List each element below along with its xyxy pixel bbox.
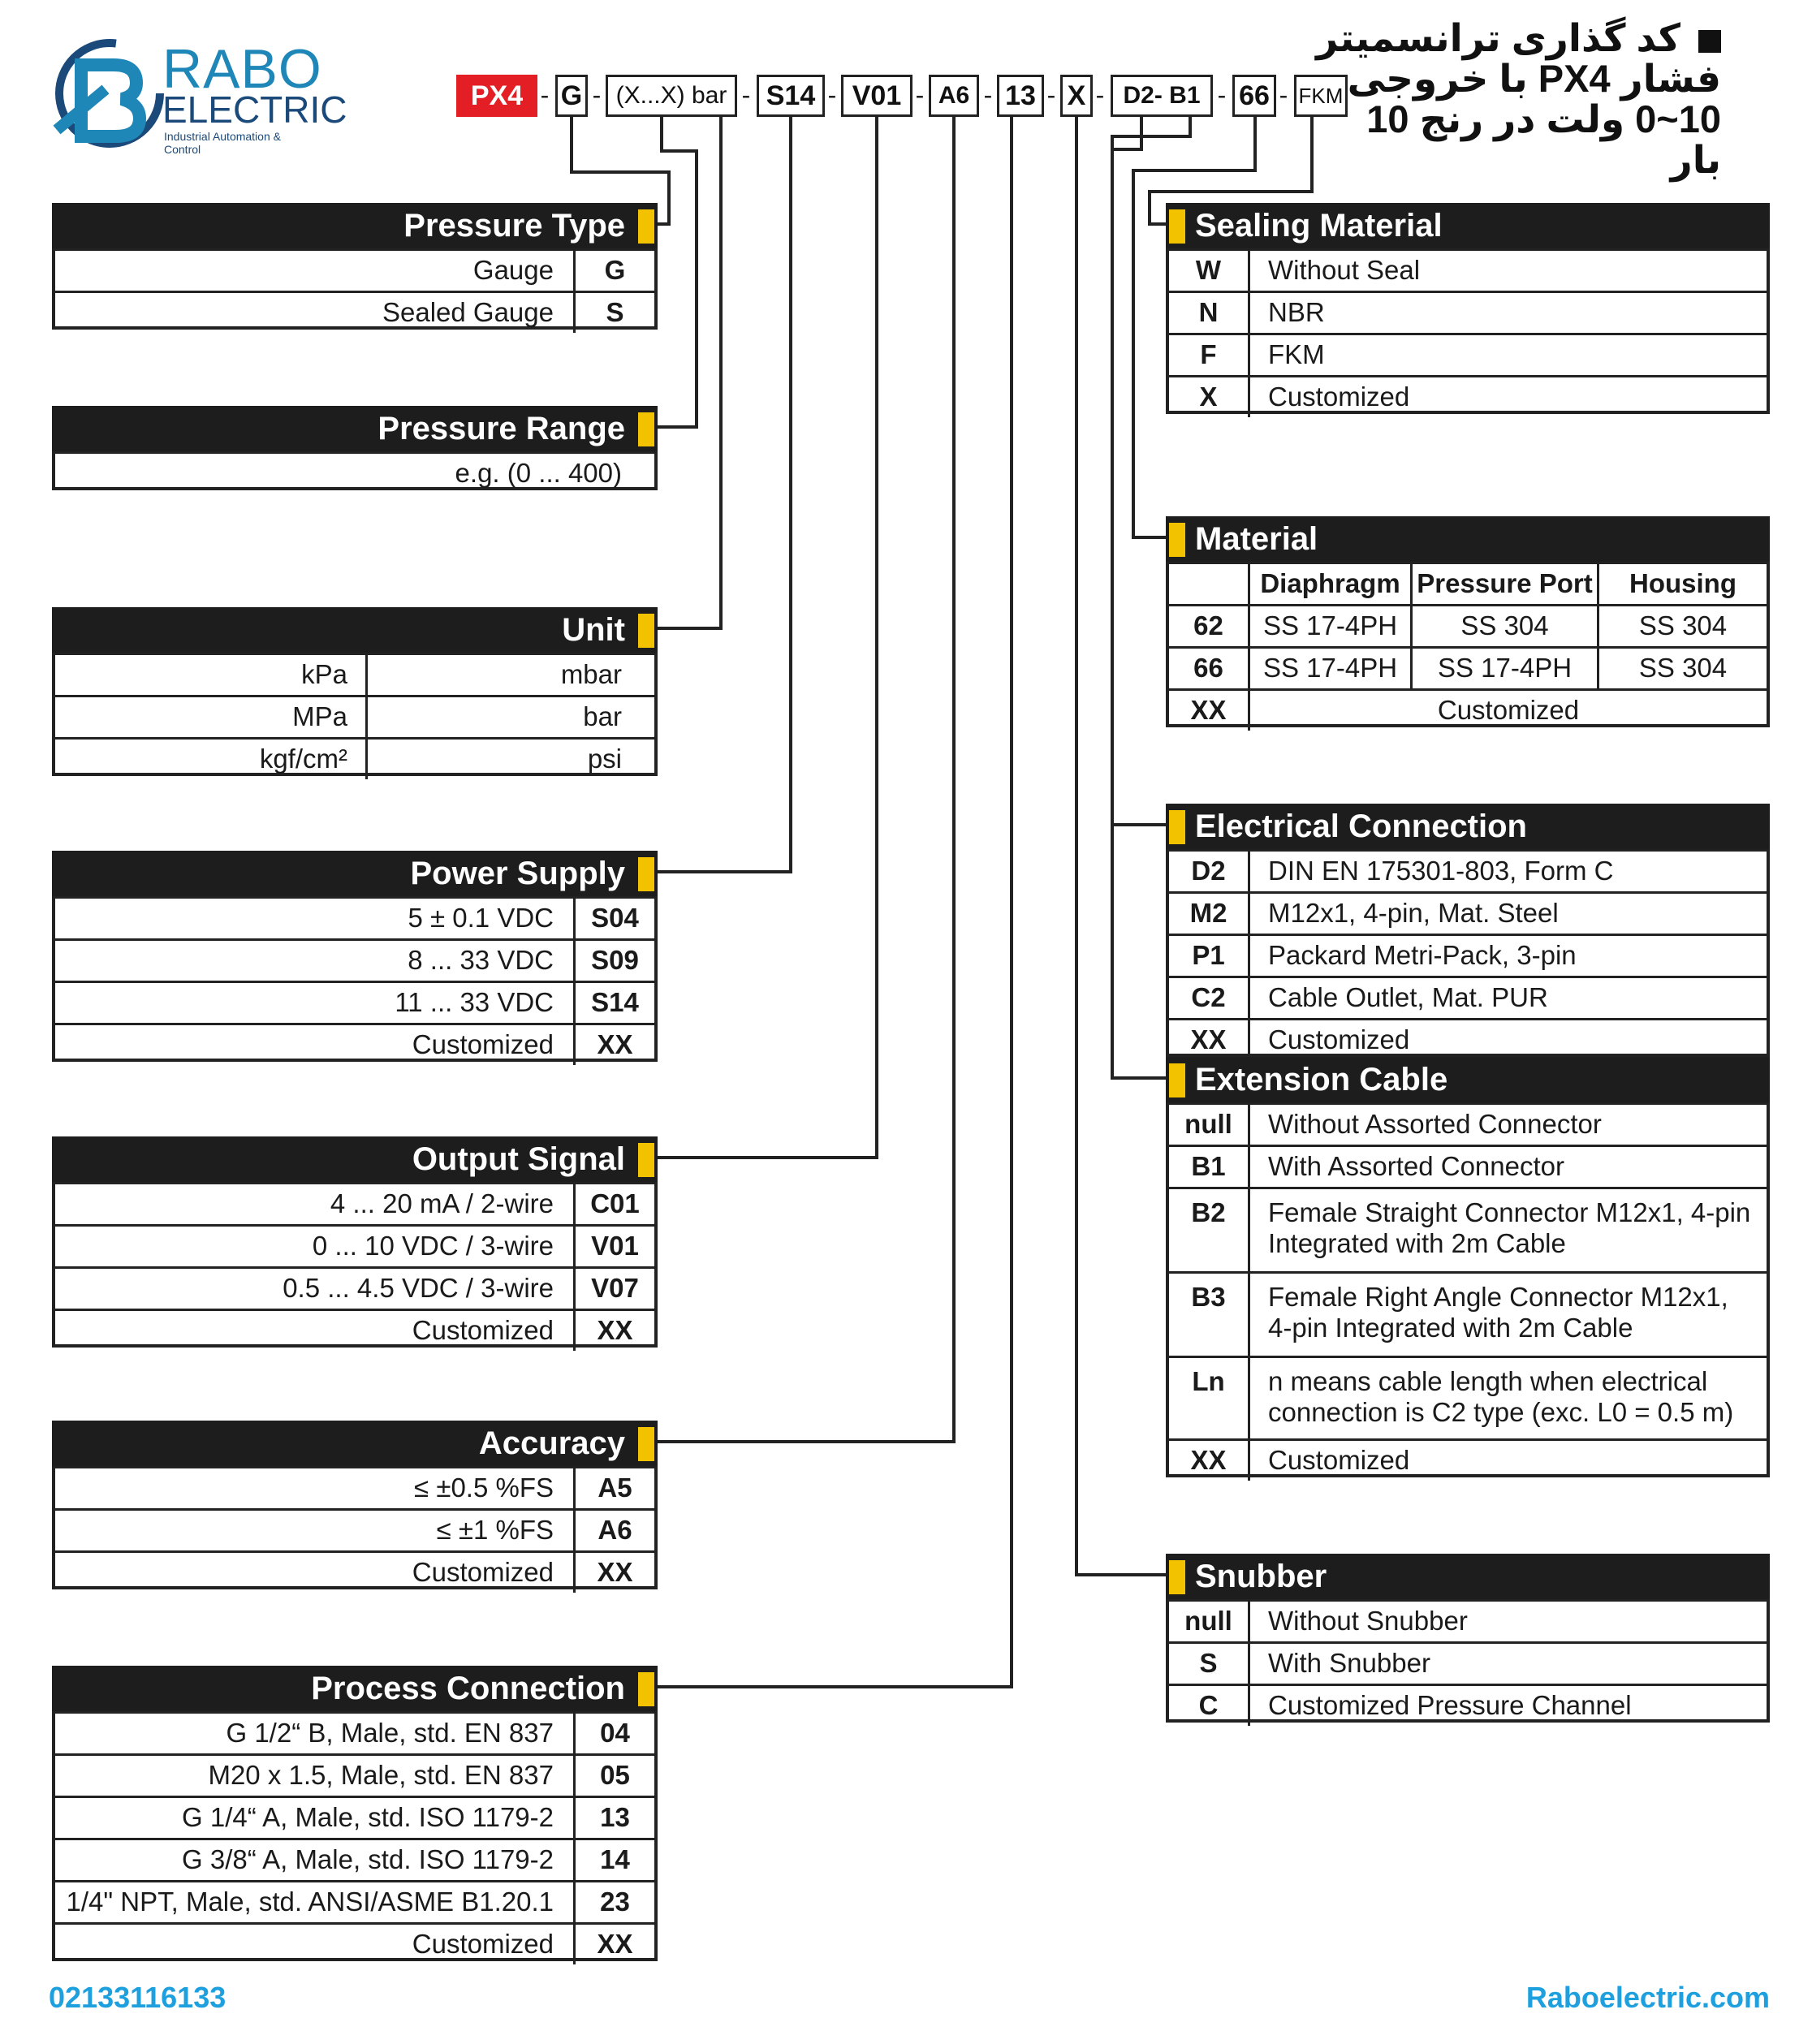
code-dash: - (741, 80, 751, 110)
table-header (1166, 516, 1770, 562)
footer-phone[interactable]: 02133116133 (49, 1981, 226, 2014)
table-header (52, 1421, 658, 1466)
table-row (1169, 1145, 1767, 1187)
code-g: G (555, 75, 588, 117)
row-desc: G 1/2“ B, Male, std. EN 837 (226, 1718, 554, 1748)
row-housing: SS 304 (1638, 610, 1728, 640)
row-desc: G 1/4“ A, Male, std. ISO 1179-2 (182, 1802, 554, 1832)
table-row (1169, 1684, 1767, 1726)
code-x: X (1060, 75, 1093, 117)
row-desc: Customized (1268, 382, 1410, 412)
row-code: null (1169, 1602, 1250, 1641)
row-desc (1250, 1358, 1767, 1440)
row-desc-line-1: Female Right Angle Connector M12x1, (1268, 1282, 1728, 1312)
code-dash: - (915, 80, 925, 110)
row-code: B3 (1169, 1274, 1250, 1356)
row-desc: e.g. (0 ... 400) (455, 458, 622, 488)
yellow-marker-icon (1169, 523, 1185, 557)
row-code: V07 (573, 1269, 654, 1309)
row-code: S14 (573, 983, 654, 1023)
table-row (55, 1466, 654, 1508)
row-code: 66 (1169, 649, 1250, 688)
table-unit (52, 607, 658, 776)
row-code: A5 (573, 1468, 654, 1508)
table-row (1169, 604, 1767, 646)
title-line-3: 10~0 ولت در رنج 10 (1366, 97, 1721, 140)
unit-left: kgf/cm² (55, 740, 368, 779)
row-desc: 4 ... 20 mA / 2-wire (330, 1188, 554, 1218)
row-desc: M20 x 1.5, Male, std. EN 837 (208, 1760, 554, 1790)
table-row (55, 896, 654, 938)
row-code: X (1169, 377, 1250, 417)
table-title: Process Connection (311, 1671, 625, 1706)
unit-left: kPa (55, 655, 368, 695)
header-pressure-port: Pressure Port (1413, 564, 1599, 604)
connector-electrical (1112, 117, 1166, 825)
table-row (55, 1711, 654, 1753)
row-desc-line-2: 4-pin Integrated with 2m Cable (1268, 1313, 1633, 1343)
row-housing: SS 304 (1638, 653, 1728, 683)
table-row (55, 1224, 654, 1266)
header-empty (1169, 564, 1250, 604)
table-row (55, 291, 654, 333)
row-code: XX (573, 1553, 654, 1593)
table-row (55, 1023, 654, 1065)
row-code: S09 (573, 941, 654, 981)
row-code: XX (573, 1311, 654, 1351)
row-code: B1 (1169, 1147, 1250, 1187)
table-row (1169, 1102, 1767, 1145)
table-row (1169, 333, 1767, 375)
table-row (1169, 849, 1767, 891)
table-row (1169, 976, 1767, 1018)
table-row (55, 1922, 654, 1964)
row-desc: Customized (1268, 1024, 1410, 1054)
table-row (1169, 1599, 1767, 1641)
table-power-supply (52, 851, 658, 1062)
row-code: S (573, 293, 654, 333)
row-desc: Customized (412, 1029, 554, 1059)
row-desc: G 3/8“ A, Male, std. ISO 1179-2 (182, 1844, 554, 1874)
row-code: XX (573, 1925, 654, 1964)
code-dash: - (540, 80, 550, 110)
row-desc: 5 ± 0.1 VDC (408, 903, 554, 933)
row-code: S04 (573, 899, 654, 938)
row-desc: 0 ... 10 VDC / 3-wire (312, 1231, 554, 1261)
logo-tagline: Industrial Automation & Control (164, 130, 281, 156)
table-row (1169, 1018, 1767, 1060)
table-title: Power Supply (410, 856, 625, 891)
row-code: N (1169, 293, 1250, 333)
connector-output-signal (658, 117, 877, 1158)
row-code: XX (1169, 1441, 1250, 1481)
code-s14: S14 (757, 75, 825, 117)
row-desc-line-1: Female Straight Connector M12x1, 4-pin (1268, 1197, 1751, 1227)
code-dash: - (1217, 80, 1227, 110)
code-px4: PX4 (456, 75, 537, 117)
row-desc: ≤ ±1 %FS (436, 1515, 554, 1545)
table-header (52, 203, 658, 248)
table-row (1169, 688, 1767, 731)
table-title: Extension Cable (1195, 1062, 1448, 1097)
row-code: XX (573, 1025, 654, 1065)
row-code: F (1169, 335, 1250, 375)
table-header (52, 1666, 658, 1711)
table-header (1166, 203, 1770, 248)
table-title: Material (1195, 521, 1318, 557)
row-code: M2 (1169, 894, 1250, 934)
connector-pressure-range (658, 117, 697, 427)
table-row (1169, 646, 1767, 688)
table-row (55, 1182, 654, 1224)
code-v01: V01 (841, 75, 912, 117)
table-row (1169, 1271, 1767, 1356)
row-code: G (573, 251, 654, 291)
table-header (52, 851, 658, 896)
row-desc: Sealed Gauge (382, 297, 554, 327)
code-dash: - (827, 80, 837, 110)
table-output-signal (52, 1136, 658, 1348)
row-code: Ln (1169, 1358, 1250, 1440)
row-desc: NBR (1268, 297, 1325, 327)
table-title: Accuracy (478, 1425, 625, 1461)
table-row (55, 1753, 654, 1796)
table-header (52, 607, 658, 653)
code-a6: A6 (929, 75, 979, 117)
logo-mark-icon (49, 32, 170, 154)
row-desc: FKM (1268, 339, 1325, 369)
connector-accuracy (658, 117, 954, 1442)
footer-website-link[interactable]: Raboelectric.com (1525, 1981, 1770, 2014)
row-desc: With Assorted Connector (1268, 1151, 1564, 1181)
table-row (55, 938, 654, 981)
row-code: null (1169, 1105, 1250, 1145)
row-diaphragm: SS 17-4PH (1250, 606, 1413, 646)
row-desc: Customized (1268, 1445, 1410, 1475)
table-header (1166, 804, 1770, 849)
row-code: C01 (573, 1184, 654, 1224)
yellow-marker-icon (1169, 1560, 1185, 1594)
row-code: A6 (573, 1511, 654, 1550)
row-code: XX (1169, 1020, 1250, 1060)
row-desc: Without Snubber (1268, 1606, 1468, 1636)
table-row (55, 737, 654, 779)
connector-power-supply (658, 117, 791, 872)
row-desc-line-2: connection is C2 type (exc. L0 = 0.5 m) (1268, 1397, 1734, 1427)
row-desc: Packard Metri-Pack, 3-pin (1268, 940, 1577, 970)
row-desc: Customized Pressure Channel (1268, 1690, 1632, 1720)
row-desc (1250, 1189, 1767, 1271)
title-line-1: کد گذاری ترانسمیتر (1316, 16, 1680, 59)
table-row (55, 1508, 654, 1550)
table-row (1169, 1187, 1767, 1271)
yellow-marker-icon (1169, 209, 1185, 244)
yellow-marker-icon (638, 857, 654, 891)
row-code: 04 (573, 1714, 654, 1753)
logo-brand-bottom: ELECTRIC (162, 88, 347, 131)
code-d2b1: D2- B1 (1111, 75, 1213, 117)
row-code: C (1169, 1686, 1250, 1726)
table-row (55, 981, 654, 1023)
yellow-marker-icon (638, 209, 654, 244)
title-line-2: فشار PX4 با خروجی (1347, 57, 1721, 100)
table-row (55, 1550, 654, 1593)
row-desc: Without Seal (1268, 255, 1421, 285)
row-desc: With Snubber (1268, 1648, 1430, 1678)
material-header-row (1169, 562, 1767, 604)
table-title: Unit (562, 612, 625, 648)
row-code: V01 (573, 1227, 654, 1266)
row-code: 13 (573, 1798, 654, 1838)
table-header (52, 406, 658, 451)
row-desc: Customized (1437, 695, 1580, 725)
table-snubber (1166, 1554, 1770, 1723)
yellow-marker-icon (638, 412, 654, 446)
table-header (52, 1136, 658, 1182)
table-title: Pressure Range (378, 411, 625, 446)
row-port: SS 17-4PH (1413, 649, 1599, 688)
table-row (55, 695, 654, 737)
table-row (55, 451, 654, 494)
table-header (1166, 1554, 1770, 1599)
connector-process-connection (658, 117, 1012, 1687)
row-code: 14 (573, 1840, 654, 1880)
unit-right: bar (583, 701, 622, 731)
unit-right: psi (587, 744, 622, 774)
yellow-marker-icon (1169, 1063, 1185, 1097)
row-code: 23 (573, 1882, 654, 1922)
header-housing: Housing (1629, 568, 1736, 598)
table-title: Output Signal (412, 1141, 625, 1177)
table-row (1169, 375, 1767, 417)
row-desc: 0.5 ... 4.5 VDC / 3-wire (283, 1273, 554, 1303)
title-line-4: بار (1670, 138, 1721, 181)
unit-right: mbar (560, 659, 622, 689)
row-code: XX (1169, 691, 1250, 731)
row-desc: ≤ ±0.5 %FS (414, 1473, 554, 1503)
table-pressure-range (52, 406, 658, 490)
row-desc: 8 ... 33 VDC (408, 945, 554, 975)
code-66: 66 (1232, 75, 1276, 117)
table-title: Pressure Type (403, 208, 625, 244)
code-dash: - (1046, 80, 1056, 110)
code-dash: - (983, 80, 993, 110)
row-desc: 11 ... 33 VDC (395, 987, 554, 1017)
table-row (55, 1838, 654, 1880)
yellow-marker-icon (638, 1427, 654, 1461)
table-material (1166, 516, 1770, 727)
row-desc: Customized (412, 1557, 554, 1587)
connector-unit (658, 117, 721, 628)
table-row (1169, 1438, 1767, 1481)
code-range: (X...X) bar (606, 75, 737, 117)
row-code: 62 (1169, 606, 1250, 646)
yellow-marker-icon (1169, 810, 1185, 844)
row-code: P1 (1169, 936, 1250, 976)
table-row (1169, 291, 1767, 333)
row-desc (1250, 1274, 1767, 1356)
row-desc: DIN EN 175301-803, Form C (1268, 856, 1614, 886)
table-title: Snubber (1195, 1559, 1327, 1594)
bullet-square-icon (1698, 30, 1721, 53)
row-desc: Customized (412, 1315, 554, 1345)
table-row (55, 1266, 654, 1309)
code-fkm: FKM (1294, 75, 1348, 117)
code-13: 13 (997, 75, 1044, 117)
table-pressure-type (52, 203, 658, 330)
header-diaphragm: Diaphragm (1250, 564, 1413, 604)
yellow-marker-icon (638, 1672, 654, 1706)
yellow-marker-icon (638, 1143, 654, 1177)
table-accuracy (52, 1421, 658, 1589)
code-dash: - (1095, 80, 1105, 110)
row-code: 05 (573, 1756, 654, 1796)
page-title (1299, 18, 1721, 180)
code-dash: - (592, 80, 602, 110)
row-desc: M12x1, 4-pin, Mat. Steel (1268, 898, 1559, 928)
row-desc: 1/4" NPT, Male, std. ANSI/ASME B1.20.1 (66, 1887, 554, 1917)
row-code: B2 (1169, 1189, 1250, 1271)
table-row (1169, 891, 1767, 934)
row-code: D2 (1169, 852, 1250, 891)
row-diaphragm: SS 17-4PH (1250, 649, 1413, 688)
row-desc: Cable Outlet, Mat. PUR (1268, 982, 1548, 1012)
row-code: C2 (1169, 978, 1250, 1018)
row-port: SS 304 (1413, 606, 1599, 646)
code-dash: - (1279, 80, 1288, 110)
table-row (55, 248, 654, 291)
connector-snubber (1076, 117, 1166, 1575)
row-desc: Without Assorted Connector (1268, 1109, 1602, 1139)
table-row (55, 1880, 654, 1922)
row-desc: Gauge (472, 255, 554, 285)
table-row (1169, 934, 1767, 976)
table-row (1169, 1356, 1767, 1440)
table-extension-cable (1166, 1057, 1770, 1477)
table-process-connection (52, 1666, 658, 1961)
row-desc-line-1: n means cable length when electrical (1268, 1366, 1708, 1396)
table-row (1169, 248, 1767, 291)
table-title: Sealing Material (1195, 208, 1443, 244)
row-desc-line-2: Integrated with 2m Cable (1268, 1228, 1566, 1258)
table-row (55, 1309, 654, 1351)
table-row (55, 653, 654, 695)
row-code: W (1169, 251, 1250, 291)
table-title: Electrical Connection (1195, 809, 1527, 844)
table-row (55, 1796, 654, 1838)
table-sealing-material (1166, 203, 1770, 414)
row-code: S (1169, 1644, 1250, 1684)
logo-brand-top: RABO (162, 38, 322, 100)
yellow-marker-icon (638, 614, 654, 648)
unit-left: MPa (55, 697, 368, 737)
table-row (1169, 1641, 1767, 1684)
row-desc: Customized (412, 1929, 554, 1959)
table-header (1166, 1057, 1770, 1102)
logo (49, 32, 347, 156)
table-electrical-connection (1166, 804, 1770, 1057)
